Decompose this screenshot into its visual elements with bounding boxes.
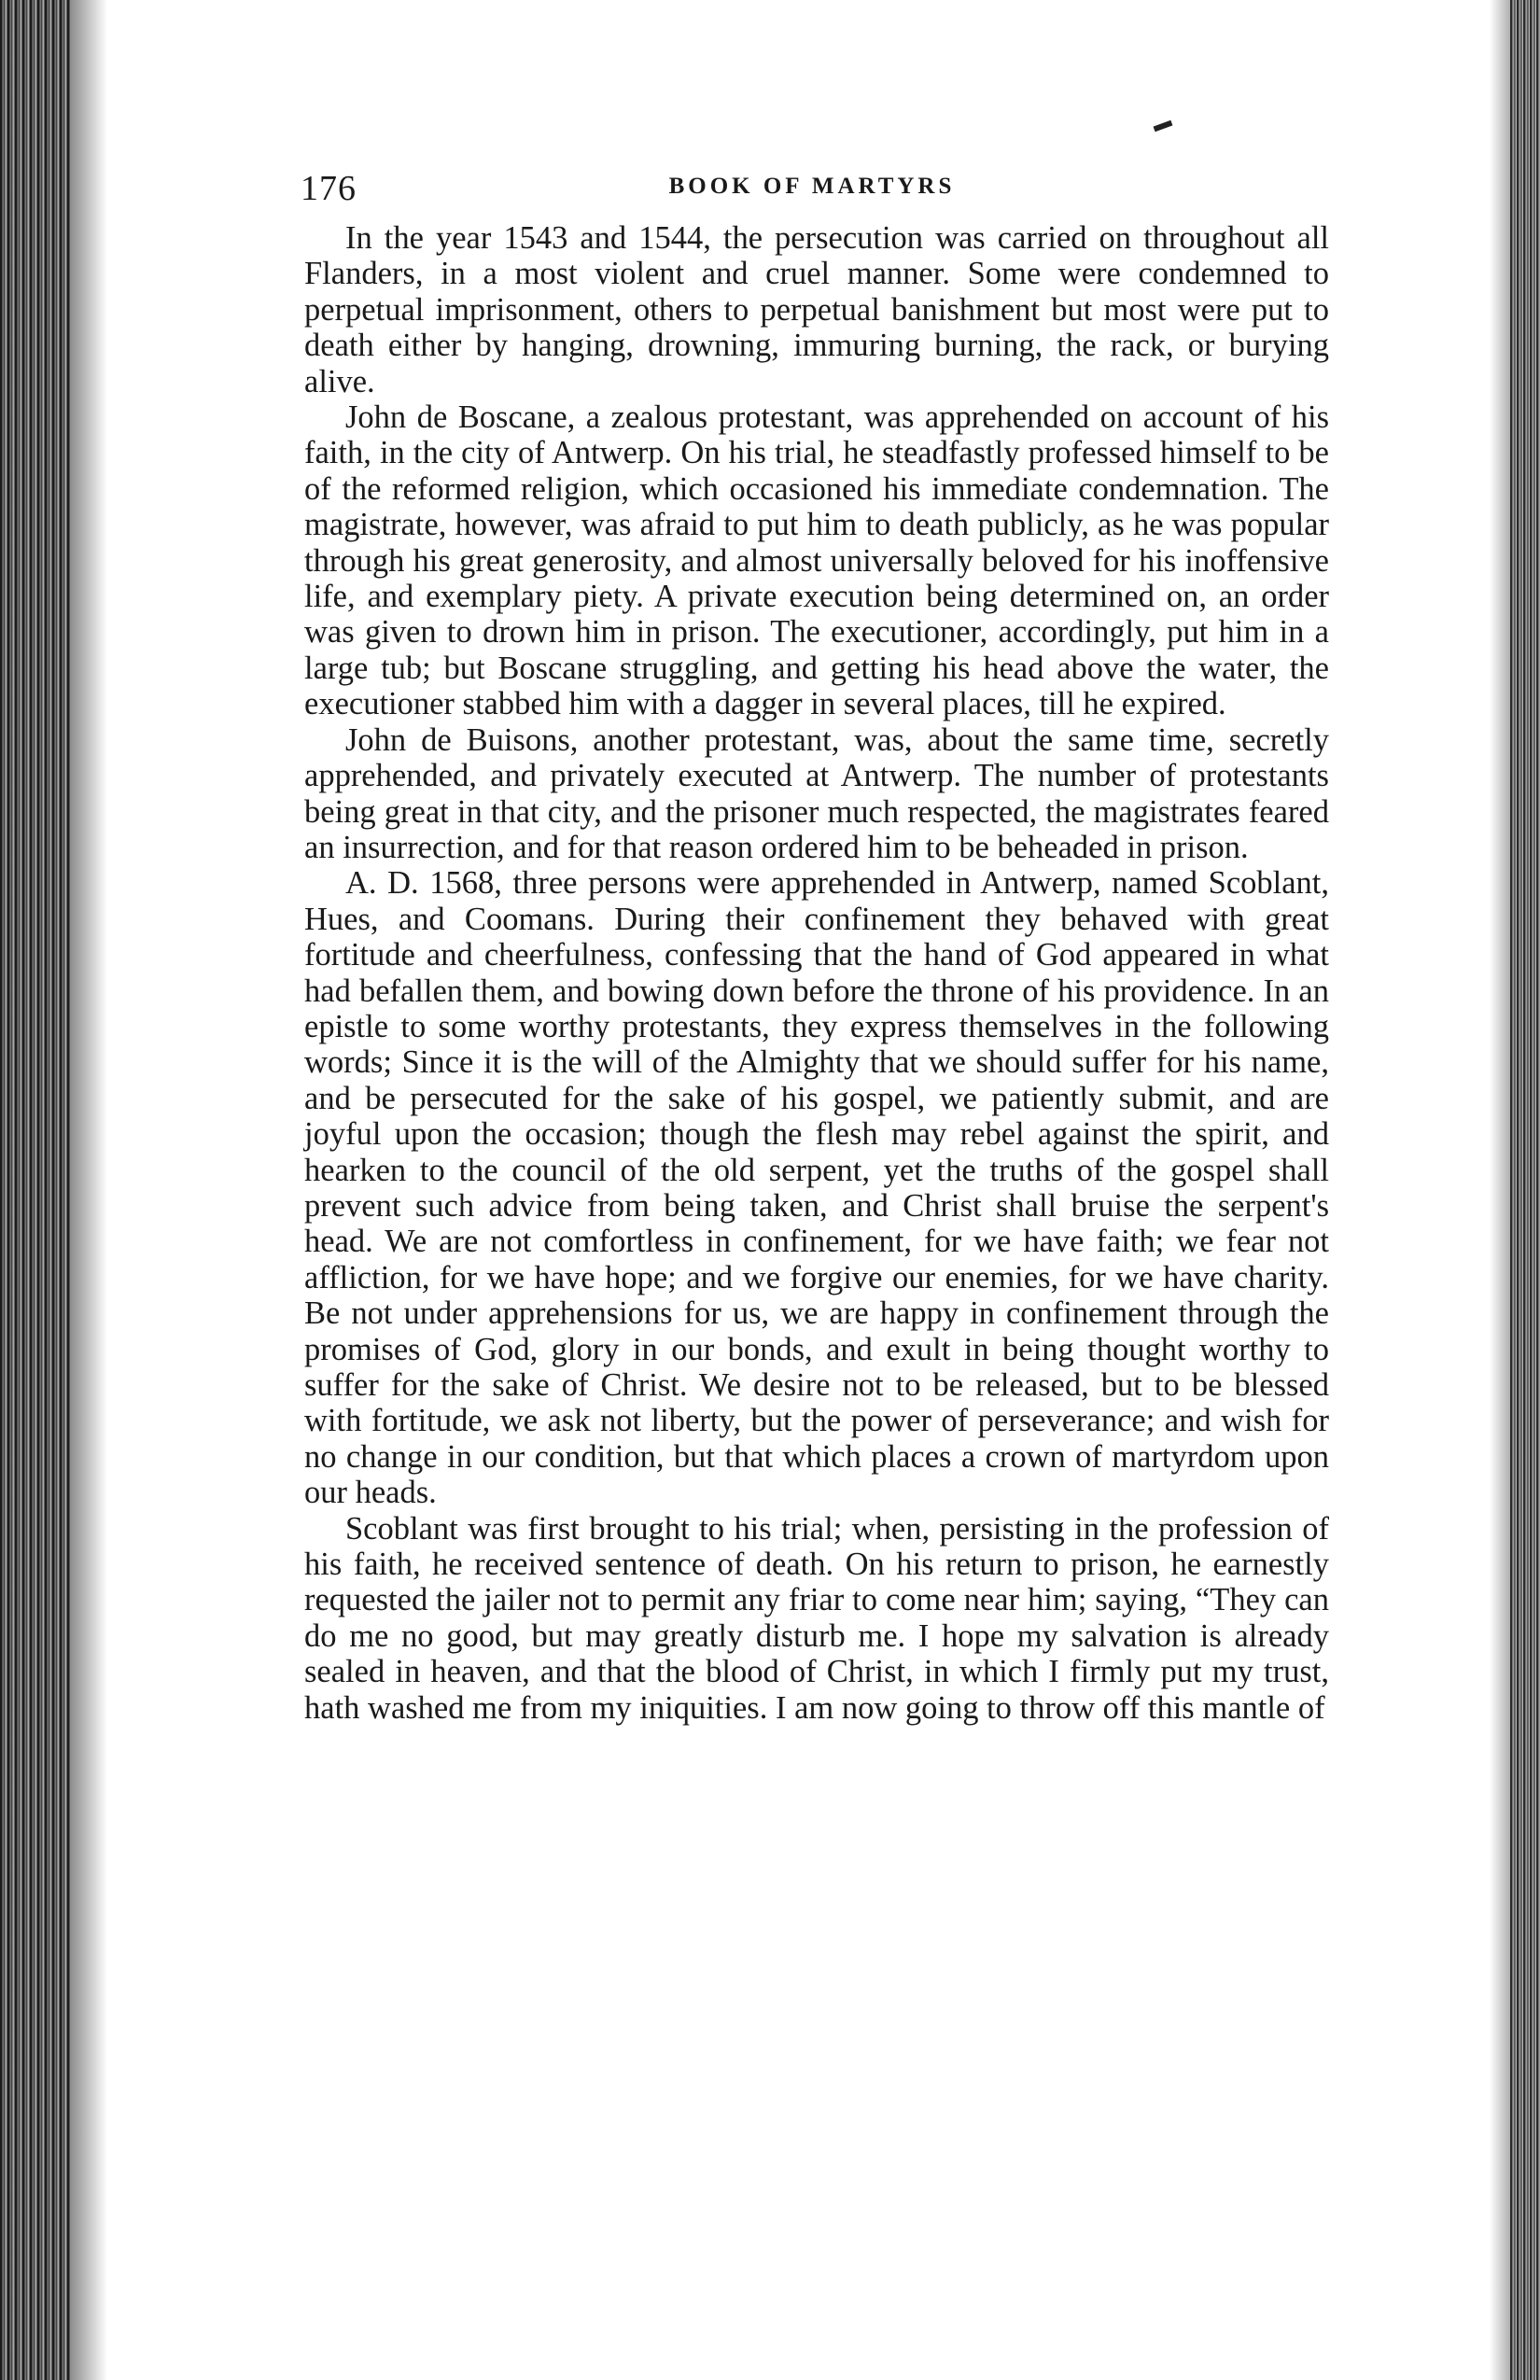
- paragraph-antwerp-1568: A. D. 1568, three persons were apprehended in Antwerp, named Scoblant, Hues, and Coomans. During their confinement they behaved with great fortitude and cheerfulness, confessing that the hand of God appeared in what had befallen them, and bowing down before the throne of his providence. In an epistle to some worthy protestants, they express themselves in the following words; Since it is the will of the Almighty that we should suffer for his name, and be persecuted for the sake of his gospel, we patiently submit, and are joyful upon the occasion; though the flesh may rebel against the spirit, and hearken to the council of the old serpent, yet the truths of the gospel shall prevent such advice from being taken, and Christ shall bruise the serpent's head. We are not comfortless in confinement, for we have faith; we fear not affliction, for we have hope; and we forgive our enemies, for we have charity. Be not under apprehensions for us, we are happy in confinement through the promises of God, glory in our bonds, and exult in being thought worthy to suffer for the sake of Christ. We desire not to be released, but to be blessed with fortitude, we ask not liberty, but the power of perseverance; and wish for no change in our condition, but that which places a crown of martyrdom upon our heads.: [304, 865, 1329, 1511]
- paragraph-scoblant-trial: Scoblant was first brought to his trial; when, persisting in the profession of his faith, he received sentence of death. On his return to prison, he earnestly requested the jailer not to permit any friar to come near him; saying, “They can do me no good, but may greatly disturb me. I hope my salvation is already sealed in heaven, and that the blood of Christ, in which I firmly put my trust, hath washed me from my iniquities. I am now going to throw off this mantle of: [304, 1510, 1329, 1726]
- paragraph-john-de-buisons: John de Buisons, another protestant, was, about the same time, secretly apprehended, and privately executed at Antwerp. The number of protestants being great in that city, and the prisoner much respected, the magistrates feared an insurrection, and for that reason ordered him to be beheaded in prison.: [304, 721, 1329, 865]
- book-spine-edge: [0, 0, 70, 2380]
- page-number: 176: [301, 169, 357, 208]
- running-title: BOOK OF MARTYRS: [668, 174, 956, 199]
- gutter-shadow: [70, 0, 107, 2380]
- ink-mark: [1154, 120, 1173, 132]
- body-text: [304, 220, 1329, 1726]
- paragraph-john-de-boscane: John de Boscane, a zealous protestant, was apprehended on account of his faith, in the city of Antwerp. On his trial, he steadfastly professed himself to be of the reformed religion, which occasioned his immediate condemnation. The magistrate, however, was afraid to put him to death publicly, as he was popular through his great generosity, and almost universally beloved for his inoffensive life, and exemplary piety. A private execution being determined on, an order was given to drown him in prison. The executioner, accordingly, put him in a large tub; but Boscane struggling, and getting his head above the water, the executioner stabbed him with a dagger in several places, till he expired.: [304, 399, 1329, 722]
- running-header: [301, 168, 1323, 209]
- right-edge-shadow: [1490, 0, 1510, 2380]
- page-stack-edge: [1510, 0, 1540, 2380]
- paragraph-persecution-flanders: In the year 1543 and 1544, the persecution was carried on throughout all Flanders, in a most violent and cruel manner. Some were condemned to perpetual imprisonment, others to perpetual banishment but most were put to death either by hanging, drowning, immuring burning, the rack, or burying alive.: [304, 220, 1329, 399]
